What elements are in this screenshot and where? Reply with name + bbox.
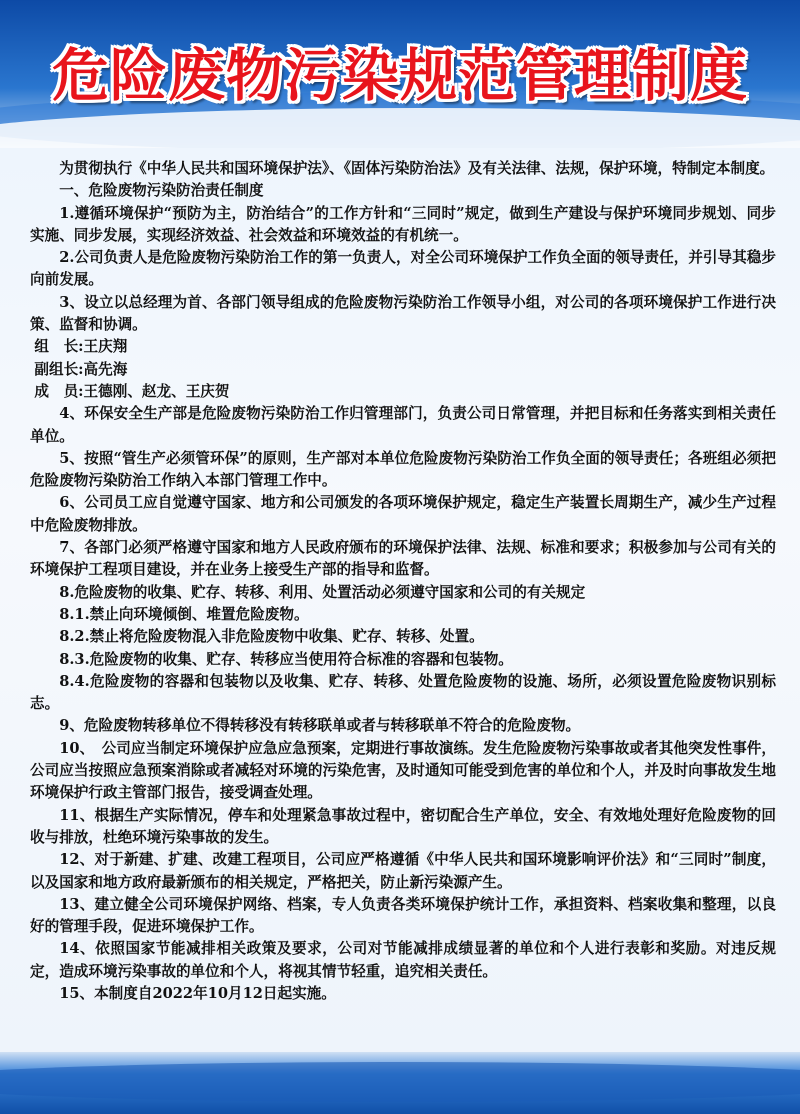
clause-5: 5、按照“管生产必须管环保”的原则，生产部对本单位危险废物污染防治工作负全面的领导责任；各班组必须把危险废物污染防治工作纳入本部门管理工作中。 — [30, 449, 776, 490]
footer-band — [0, 1052, 800, 1114]
clause-14: 14、依照国家节能减排相关政策及要求，公司对节能减排成绩显著的单位和个人进行表彰和奖励。对违反规定，造成环境污染事故的单位和个人，将视其情节轻重，追究相关责任。 — [30, 940, 776, 980]
member-deputy: 副组长:高先海 — [34, 360, 128, 378]
clause-8-3: 8.3.危险废物的收集、贮存、转移应当使用符合标准的容器和包装物。 — [59, 650, 513, 668]
member-leader: 组 长:王庆翔 — [34, 338, 128, 356]
clause-12: 12、对于新建、扩建、改建工程项目，公司应严格遵循《中华人民共和国环境影响评价法》和“三同时”制度，以及国家和地方政府最新颁布的相关规定，严格把关，防止新污染源产生。 — [30, 851, 776, 891]
clause-11: 11、根据生产实际情况，停车和处理紧急事故过程中，密切配合生产单位，安全、有效地处理好危险废物的回收与排放，杜绝环境污染事故的发生。 — [30, 806, 776, 846]
clause-8: 8.危险废物的收集、贮存、转移、利用、处置活动必须遵守国家和公司的有关规定 — [59, 583, 586, 601]
clause-8-1: 8.1.禁止向环境倾倒、堆置危险废物。 — [59, 605, 309, 623]
clause-2: 2.公司负责人是危险废物污染防治工作的第一负责人，对全公司环境保护工作负全面的领导责任，并引导其稳步向前发展。 — [30, 249, 776, 289]
clause-4: 4、环保安全生产部是危险废物污染防治工作归管理部门，负责公司日常管理，并把目标和任务落实到相关责任单位。 — [30, 405, 776, 445]
clause-8-2: 8.2.禁止将危险废物混入非危险废物中收集、贮存、转移、处置。 — [59, 628, 484, 646]
page-title: 危险废物污染规范管理制度 — [52, 43, 748, 109]
clause-1: 1.遵循环境保护“预防为主，防治结合”的工作方针和“三同时”规定，做到生产建设与保护环境同步规划、同步实施、同步发展，实现经济效益、社会效益和环境效益的有机统一。 — [30, 204, 776, 244]
regulation-body — [30, 158, 776, 1005]
intro-paragraph: 为贯彻执行《中华人民共和国环境保护法》、《固体污染防治法》及有关法律、法规，保护环境，特制定本制度。 — [59, 160, 775, 177]
clause-13: 13、建立健全公司环境保护网络、档案，专人负责各类环境保护统计工作，承担资料、档案收集和整理，以良好的管理手段，促进环境保护工作。 — [30, 895, 776, 936]
footer-wave — [0, 1062, 800, 1102]
clause-15: 15、本制度自2022年10月12日起实施。 — [59, 984, 336, 1002]
clause-6: 6、公司员工应自觉遵守国家、地方和公司颁发的各项环境保护规定，稳定生产装置长周期生产，减少生产过程中危险废物排放。 — [30, 494, 776, 534]
member-staff: 成 员:王德刚、赵龙、王庆贺 — [34, 382, 230, 400]
clause-7: 7、各部门必须严格遵守国家和地方人民政府颁布的环境保护法律、法规、标准和要求；积极参加与公司有关的环境保护工程项目建设，并在业务上接受生产部的指导和监督。 — [30, 539, 776, 579]
clause-9: 9、危险废物转移单位不得转移没有转移联单或者与转移联单不符合的危险废物。 — [59, 717, 581, 735]
clause-8-4: 8.4.危险废物的容器和包装物以及收集、贮存、转移、处置危险废物的设施、场所，必须设置危险废物识别标志。 — [30, 672, 776, 713]
clause-10: 10、 公司应当制定环境保护应急应急预案，定期进行事故演练。发生危险废物污染事故或者其他突发性事件，公司应当按照应急预案消除或者减轻对环境的污染危害，及时通知可能受到危害的单位和个人，并及时向事故发生地环境保护行政主管部门报告，接受调查处理。 — [30, 739, 776, 802]
section-heading: 一、危险废物污染防治责任制度 — [59, 182, 264, 200]
clause-3: 3、设立以总经理为首、各部门领导组成的危险废物污染防治工作领导小组，对公司的各项环境保护工作进行决策、监督和协调。 — [30, 293, 776, 334]
header-banner — [0, 0, 800, 160]
